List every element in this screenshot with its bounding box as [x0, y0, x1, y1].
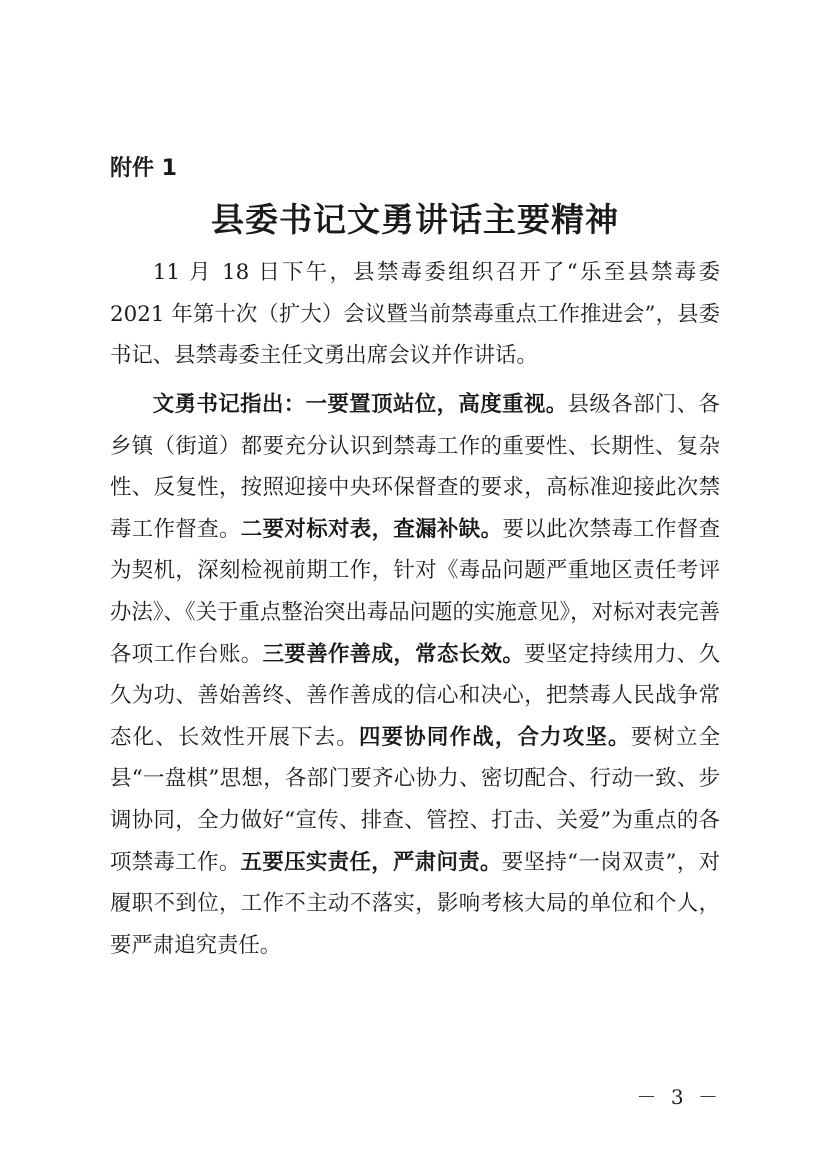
attachment-label: 附件 1 — [110, 156, 177, 181]
point-2-heading: 二要对标对表，查漏补缺。 — [240, 516, 503, 542]
point-2-text: 要以此次禁毒工作督查为契机，深刻检视前期工作，针对《毒品问题严重地区责任考评办法》、《关于重点整治突出毒品问题的实施意见》，对标对表完善各项工作台账。 — [110, 516, 720, 667]
point-3-heading: 三要善作善成，常态长效。 — [262, 641, 525, 667]
document-title: 县委书记文勇讲话主要精神 — [211, 200, 619, 239]
point-5-text: 要坚持“一岗双责”，对履职不到位，工作不主动不落实，影响考核大局的单位和个人，要严肃追究责任。 — [110, 849, 720, 958]
point-4-text: 要树立全县“一盘棋”思想，各部门要齐心协力、密切配合、行动一致、步调协同，全力做好“宣传、排查、管控、打击、关爱”为重点的各项禁毒工作。 — [110, 724, 720, 875]
point-4-heading: 四要协同作战，合力攻坚。 — [359, 724, 631, 750]
intro-paragraph: 11 月 18 日下午，县禁毒委组织召开了“乐至县禁毒委 2021 年第十次（扩大）会议暨当前禁毒重点工作推进会”，县委书记、县禁毒委主任文勇出席会议并作讲话。 — [110, 260, 720, 369]
speech-paragraph — [110, 384, 720, 966]
page-number: － 3 － — [636, 1085, 722, 1109]
point-3-text: 要坚定持续用力、久久为功、善始善终、善作善成的信心和决心，把禁毒人民战争常态化、长效性开展下去。 — [110, 641, 720, 750]
lead-statement: 文勇书记指出：一要置顶站位，高度重视。 — [152, 392, 568, 417]
point-5-heading: 五要压实责任，严肃问责。 — [240, 849, 502, 875]
point-1-text: 县级各部门、各乡镇（街道）都要充分认识到禁毒工作的重要性、长期性、复杂性、反复性，按照迎接中央环保督查的要求，高标准迎接此次禁毒工作督查。 — [110, 392, 720, 542]
